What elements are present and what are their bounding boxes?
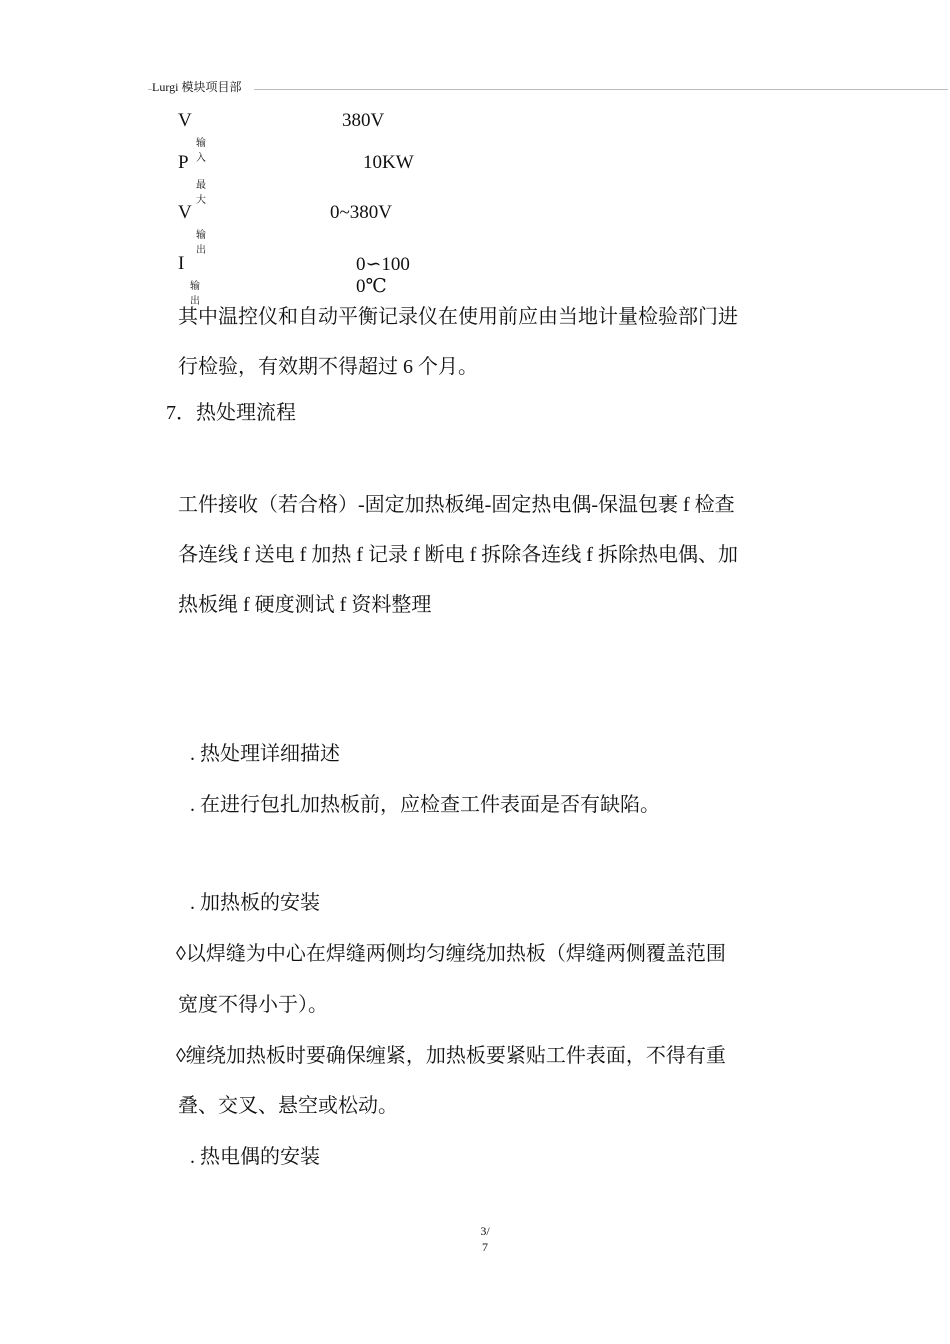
flow-line: 热板绳 f 硬度测试 f 资料整理 [178,594,432,616]
spec-symbol: V [178,110,192,131]
subsection-heading-detail: . 热处理详细描述 [190,743,340,765]
spec-subscript: 输出 [190,281,200,307]
section-heading-7: 7．热处理流程 [166,402,296,424]
header-project-name: Lurgi 模块项目部 [152,80,254,95]
spec-value-clipped: 0℃ [356,276,387,297]
spec-subscript: 输出 [196,230,206,256]
spec-symbol: P [178,152,189,173]
header-rule [148,89,948,90]
spec-value: 0~380V [330,202,393,223]
spec-symbol: I [178,253,185,274]
subsection-heading-heater-install: . 加热板的安装 [190,892,320,914]
spec-value: 380V [342,110,385,131]
detail-line: . 在进行包扎加热板前，应检查工件表面是否有缺陷。 [190,794,660,816]
install-line: ◊以焊缝为中心在焊缝两侧均匀缠绕加热板（焊缝两侧覆盖范围 [176,943,726,965]
spec-value: 10KW [363,152,414,173]
spec-subscript: 输入 [196,138,206,164]
spec-value: 0∽100 [356,254,410,275]
install-line: 宽度不得小于）。 [178,994,328,1016]
install-line: ◊缠绕加热板时要确保缠紧，加热板要紧贴工件表面，不得有重 [176,1045,726,1067]
flow-line: 工件接收（若合格）-固定加热板绳-固定热电偶-保温包裹 f 检查 [178,494,735,516]
page-number [470,1223,500,1255]
paragraph-line: 其中温控仪和自动平衡记录仪在使用前应由当地计量检验部门进 [178,306,738,328]
spec-value-clipped-region [350,254,470,297]
page-number-total: 7 [482,1240,488,1254]
spec-symbol: V [178,202,192,223]
paragraph-line: 行检验，有效期不得超过 6 个月。 [178,356,478,378]
spec-subscript: 最大 [196,180,206,206]
install-line: 叠、交叉、悬空或松动。 [178,1095,398,1117]
page-number-current: 3/ [480,1224,490,1238]
flow-line: 各连线 f 送电 f 加热 f 记录 f 断电 f 拆除各连线 f 拆除热电偶、加 [178,544,738,566]
subsection-heading-thermocouple-install: . 热电偶的安装 [190,1146,320,1168]
